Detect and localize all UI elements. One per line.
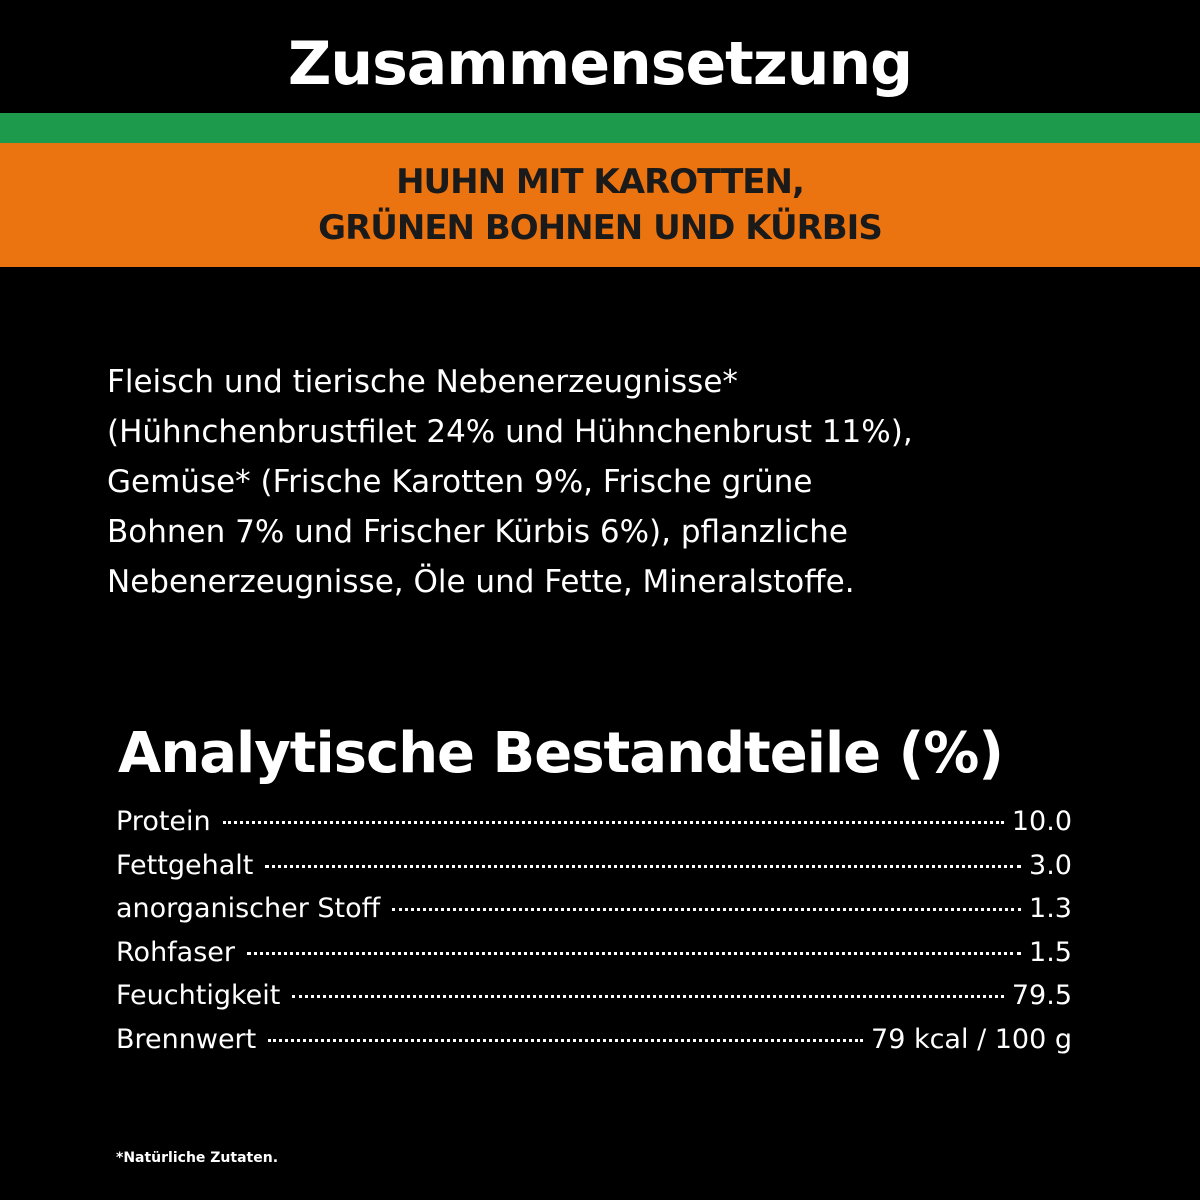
dot-leader xyxy=(223,821,1004,824)
ingredients-line-5: Nebenerzeugnisse, Öle und Fette, Mineralstoffe. xyxy=(107,564,855,600)
dot-leader xyxy=(268,1039,863,1042)
analysis-label: Feuchtigkeit xyxy=(116,980,281,1011)
analysis-row-anorganischer-stoff xyxy=(116,887,1072,931)
variety-line-2: GRÜNEN BOHNEN UND KÜRBIS xyxy=(318,208,882,248)
variety-line-1: HUHN MIT KAROTTEN, xyxy=(396,162,804,202)
green-stripe xyxy=(0,113,1200,143)
dot-leader xyxy=(292,995,1004,998)
analysis-label: Protein xyxy=(116,806,211,837)
analysis-value: 3.0 xyxy=(1029,849,1072,881)
ingredients-line-2: (Hühnchenbrustfilet 24% und Hühnchenbrust 11%), xyxy=(107,414,913,450)
footnote: *Natürliche Zutaten. xyxy=(116,1150,279,1166)
ingredients-line-1: Fleisch und tierische Nebenerzeugnisse* xyxy=(107,364,738,400)
dot-leader xyxy=(392,908,1021,911)
page-title: Zusammensetzung xyxy=(287,29,913,99)
analysis-value: 1.3 xyxy=(1029,893,1072,924)
analysis-label: anorganischer Stoff xyxy=(116,893,381,924)
dot-leader xyxy=(247,952,1021,955)
analysis-value: 1.5 xyxy=(1029,936,1072,968)
ingredients-text xyxy=(107,357,1087,607)
analysis-value: 79 kcal / 100 g xyxy=(871,1023,1072,1055)
analysis-row-brennwert xyxy=(116,1018,1072,1062)
analysis-label: Fettgehalt xyxy=(116,849,254,881)
analysis-label: Rohfaser xyxy=(116,936,236,968)
analysis-value: 79.5 xyxy=(1011,980,1072,1011)
analysis-row-feuchtigkeit xyxy=(116,974,1072,1018)
dot-leader xyxy=(265,865,1021,868)
analysis-label: Brennwert xyxy=(116,1023,257,1055)
ingredients-line-3: Gemüse* (Frische Karotten 9%, Frische grüne xyxy=(107,464,813,500)
analysis-row-protein xyxy=(116,800,1072,844)
analysis-heading: Analytische Bestandteile (%) xyxy=(118,721,1003,786)
analysis-value: 10.0 xyxy=(1011,806,1072,837)
variety-banner xyxy=(0,143,1200,267)
analysis-row-rohfaser xyxy=(116,931,1072,975)
analysis-row-fettgehalt xyxy=(116,844,1072,888)
analysis-table xyxy=(116,800,1072,1061)
ingredients-line-4: Bohnen 7% und Frischer Kürbis 6%), pflanzliche xyxy=(107,514,848,550)
